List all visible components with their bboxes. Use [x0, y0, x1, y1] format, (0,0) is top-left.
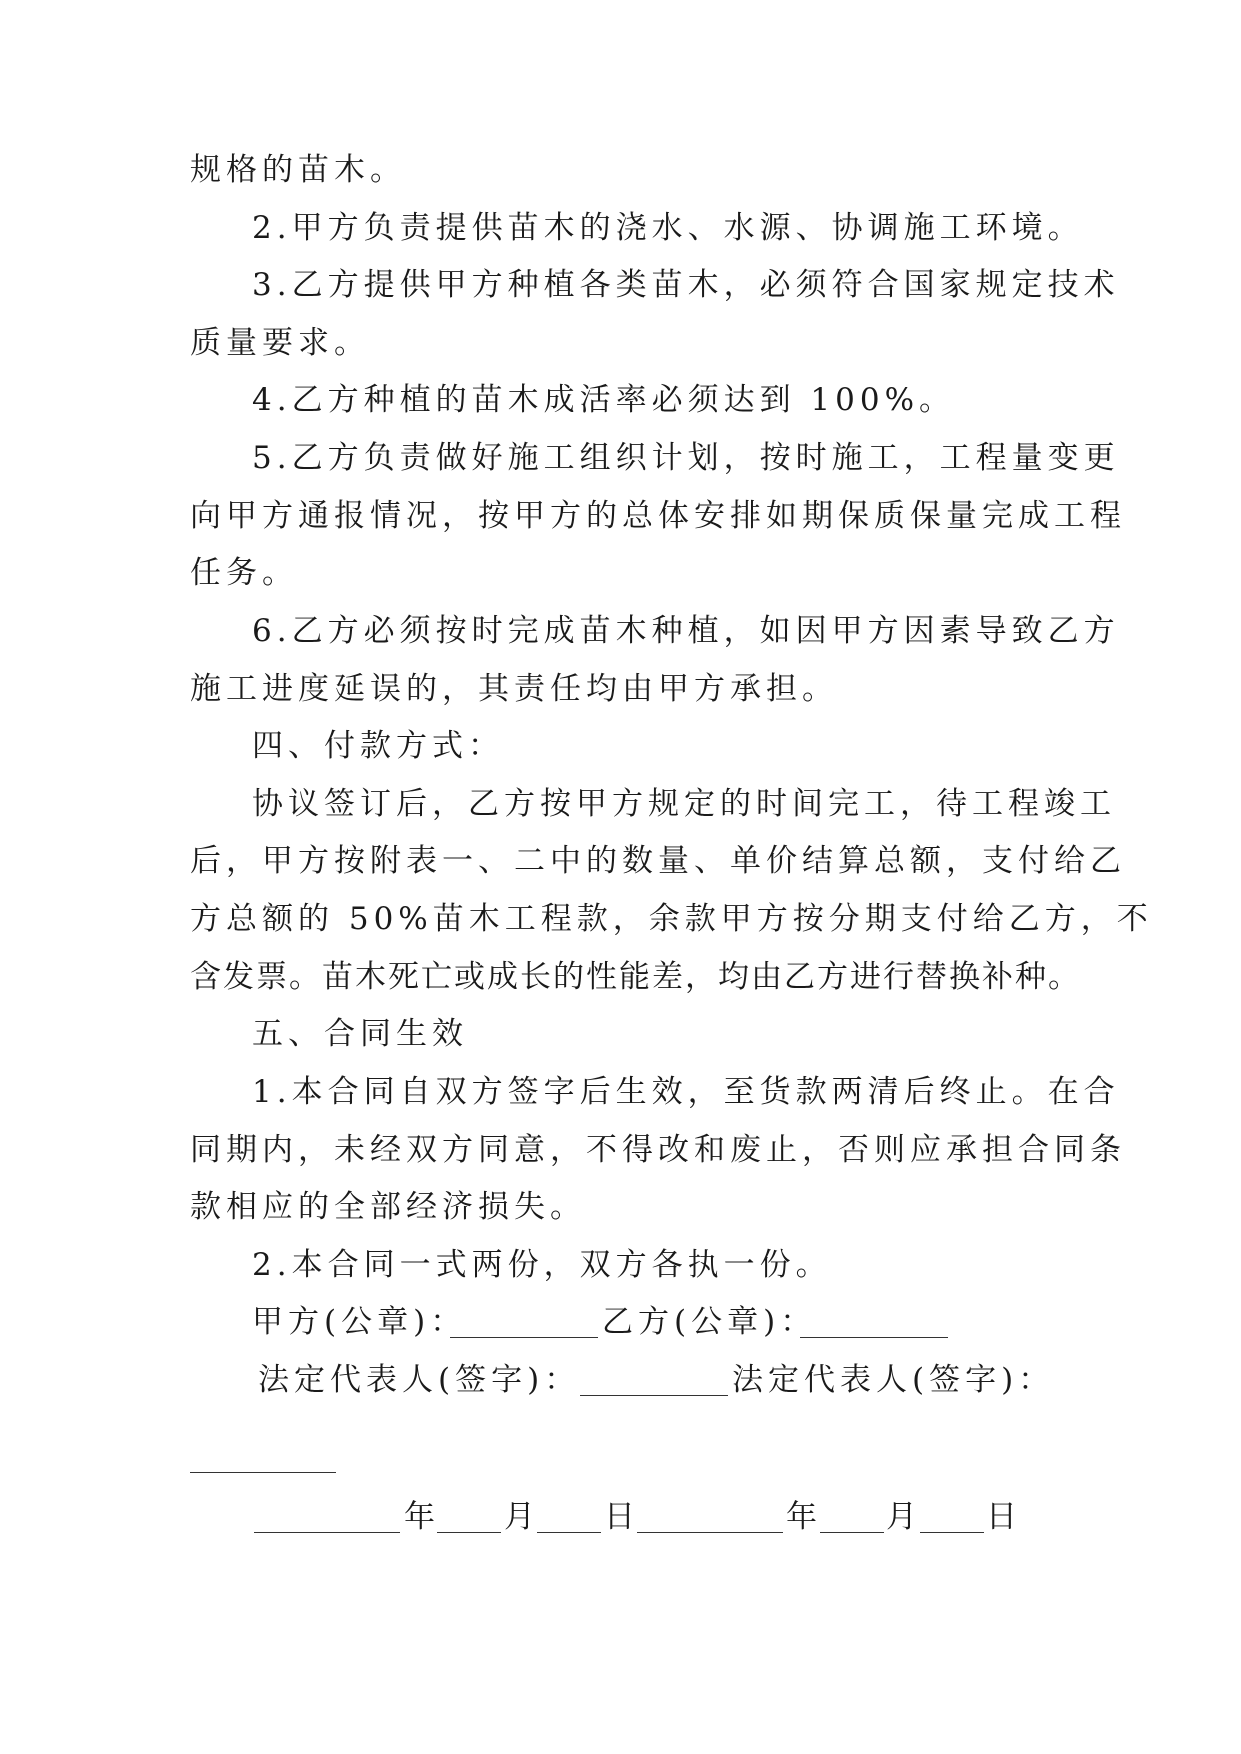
- party-b-seal-blank[interactable]: [800, 1337, 948, 1338]
- month-b-blank[interactable]: [820, 1532, 884, 1533]
- paragraph-line: 向甲方通报情况，按甲方的总体安排如期保质保量完成工程: [190, 498, 1126, 534]
- legal-rep-a-blank[interactable]: [580, 1395, 728, 1396]
- paragraph-line: 款相应的全部经济损失。: [190, 1189, 586, 1225]
- clause-3-line: 3.乙方提供甲方种植各类苗木，必须符合国家规定技术: [252, 267, 1120, 303]
- party-a-seal-label: 甲方(公章)：: [252, 1304, 467, 1340]
- party-b-seal-label: 乙方(公章)：: [602, 1304, 817, 1340]
- clause-4-line: 4.乙方种植的苗木成活率必须达到 100%。: [252, 382, 956, 418]
- year-b-label: 年: [786, 1499, 822, 1535]
- effect-clause-1-line: 1.本合同自双方签字后生效，至货款两清后终止。在合: [252, 1074, 1120, 1110]
- paragraph-line: 同期内，未经双方同意，不得改和废止，否则应承担合同条: [190, 1132, 1126, 1168]
- legal-rep-b-blank[interactable]: [190, 1472, 336, 1473]
- clause-6-line: 6.乙方必须按时完成苗木种植，如因甲方因素导致乙方: [252, 613, 1120, 649]
- month-b-label: 月: [886, 1499, 922, 1535]
- legal-rep-b-label: 法定代表人(签字)：: [732, 1362, 1055, 1398]
- section-heading-payment: 四、付款方式：: [252, 728, 504, 764]
- paragraph-line: 规格的苗木。: [190, 152, 406, 188]
- clause-5-line: 5.乙方负责做好施工组织计划，按时施工，工程量变更: [252, 440, 1120, 476]
- year-a-label: 年: [404, 1499, 440, 1535]
- day-a-label: 日: [604, 1499, 640, 1535]
- year-b-blank[interactable]: [637, 1532, 783, 1533]
- effect-clause-2-line: 2.本合同一式两份，双方各执一份。: [252, 1247, 832, 1283]
- year-a-blank[interactable]: [254, 1532, 400, 1533]
- month-a-label: 月: [504, 1499, 540, 1535]
- party-a-seal-blank[interactable]: [450, 1337, 598, 1338]
- paragraph-line: 质量要求。: [190, 325, 370, 361]
- clause-2-line: 2.甲方负责提供苗木的浇水、水源、协调施工环境。: [252, 210, 1084, 246]
- paragraph-line: 任务。: [190, 555, 298, 591]
- payment-paragraph-line: 协议签订后，乙方按甲方规定的时间完工，待工程竣工: [252, 786, 1116, 822]
- day-b-blank[interactable]: [920, 1532, 984, 1533]
- month-a-blank[interactable]: [437, 1532, 501, 1533]
- paragraph-line: 后，甲方按附表一、二中的数量、单价结算总额，支付给乙: [190, 843, 1126, 879]
- paragraph-line: 方总额的 50%苗木工程款，余款甲方按分期支付给乙方，不: [190, 901, 1153, 937]
- section-heading-effect: 五、合同生效: [252, 1016, 468, 1052]
- legal-rep-a-label: 法定代表人(签字)：: [258, 1362, 581, 1398]
- day-b-label: 日: [986, 1499, 1022, 1535]
- paragraph-line: 施工进度延误的，其责任均由甲方承担。: [190, 671, 838, 707]
- day-a-blank[interactable]: [537, 1532, 601, 1533]
- paragraph-line: 含发票。苗木死亡或成长的性能差，均由乙方进行替换补种。: [190, 959, 1081, 995]
